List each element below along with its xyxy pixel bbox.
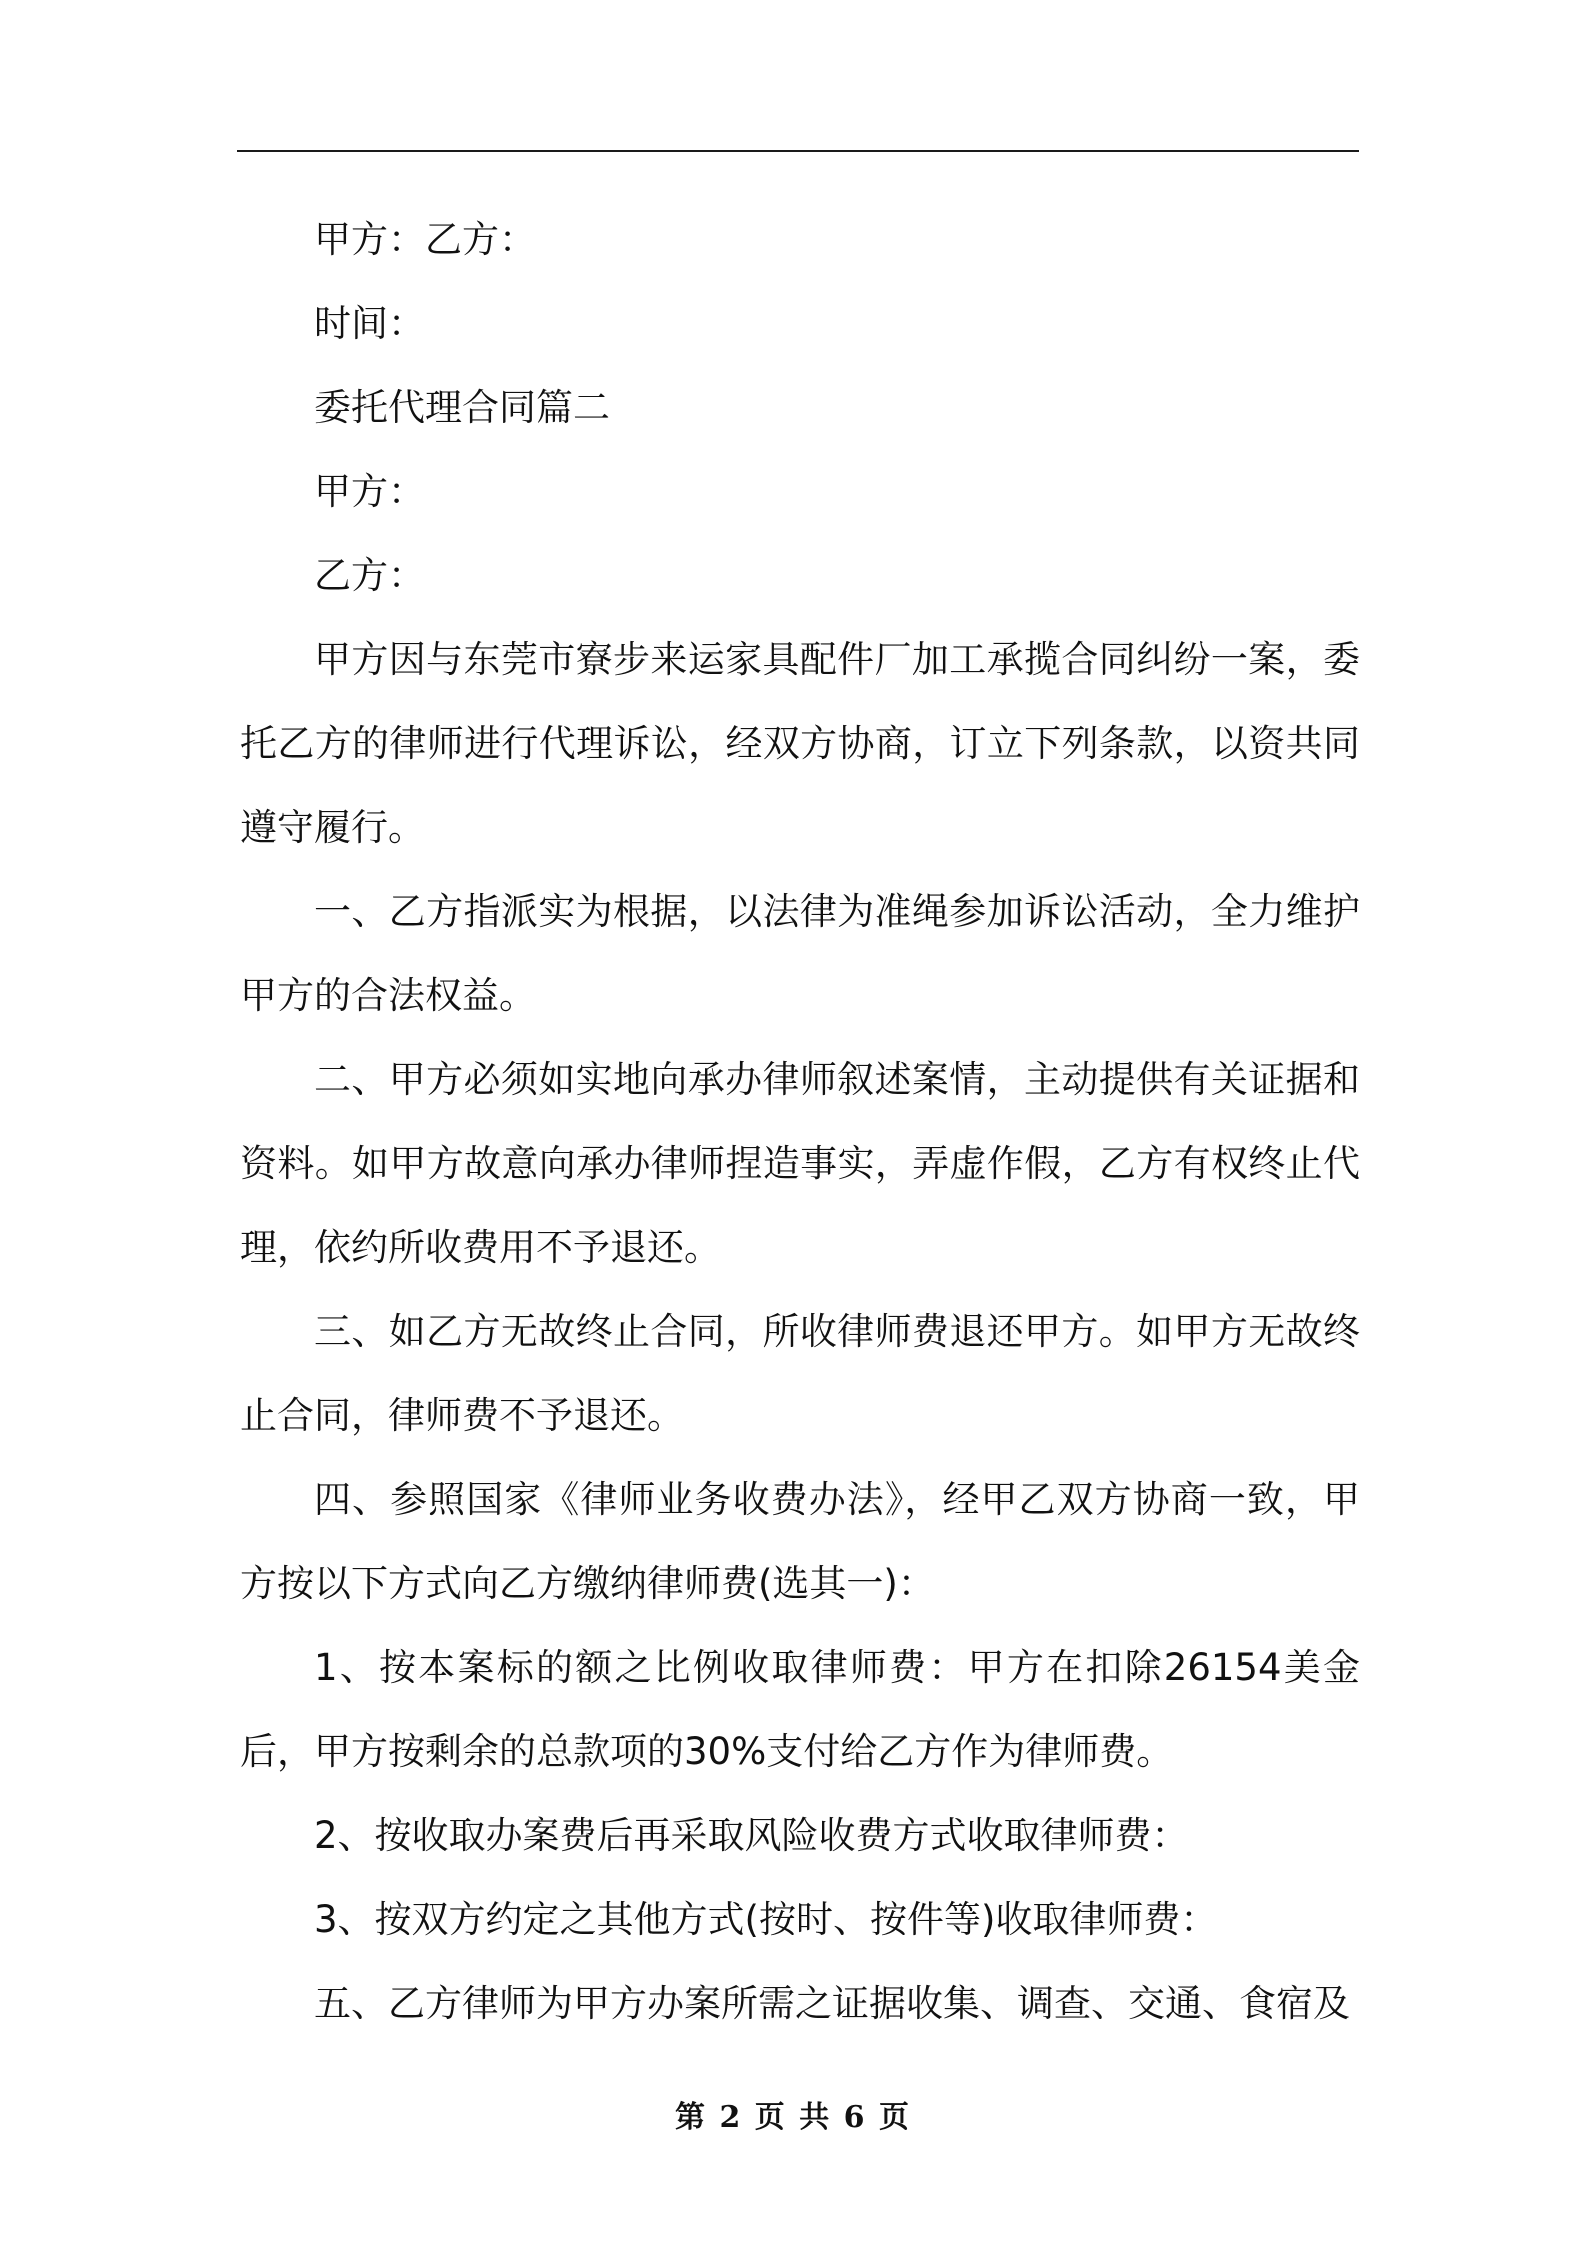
paragraph-clause-3: 三、如乙方无故终止合同，所收律师费退还甲方。如甲方无故终止合同，律师费不予退还。 [240, 1310, 1360, 1437]
footer-middle: 页 共 [754, 2100, 832, 2135]
paragraph-party-b: 乙方： [314, 554, 425, 597]
paragraph-parties-signature: 甲方：乙方： [314, 218, 536, 261]
page-footer [0, 2092, 1586, 2136]
paragraph-preamble: 甲方因与东莞市寮步来运家具配件厂加工承揽合同纠纷一案，委托乙方的律师进行代理诉讼，经双方协商，订立下列条款，以资共同遵守履行。 [240, 638, 1360, 849]
paragraph-party-a: 甲方： [314, 470, 425, 513]
footer-suffix: 页 [879, 2100, 911, 2135]
paragraph-fee-option-1: 1、按本案标的额之比例收取律师费：甲方在扣除26154美金后，甲方按剩余的总款项的30%支付给乙方作为律师费。 [240, 1646, 1360, 1773]
footer-current-page: 2 [719, 2100, 743, 2135]
header-rule [237, 150, 1359, 152]
paragraph-fee-option-2: 2、按收取办案费后再采取风险收费方式收取律师费： [314, 1814, 1189, 1857]
paragraph-clause-2: 二、甲方必须如实地向承办律师叙述案情，主动提供有关证据和资料。如甲方故意向承办律师捏造事实，弄虚作假，乙方有权终止代理，依约所收费用不予退还。 [240, 1058, 1360, 1269]
document-body [240, 198, 1360, 2046]
paragraph-section-title: 委托代理合同篇二 [314, 386, 610, 429]
paragraph-clause-4: 四、参照国家《律师业务收费办法》，经甲乙双方协商一致，甲方按以下方式向乙方缴纳律师费(选其一)： [240, 1478, 1360, 1605]
paragraph-clause-1: 一、乙方指派实为根据，以法律为准绳参加诉讼活动，全力维护甲方的合法权益。 [240, 890, 1360, 1017]
paragraph-fee-option-3: 3、按双方约定之其他方式(按时、按件等)收取律师费： [314, 1898, 1218, 1941]
footer-prefix: 第 [674, 2100, 707, 2135]
paragraph-clause-5: 五、乙方律师为甲方办案所需之证据收集、调查、交通、食宿及 [314, 1982, 1350, 2025]
footer-total-pages: 6 [843, 2100, 867, 2135]
paragraph-date: 时间： [314, 302, 425, 345]
